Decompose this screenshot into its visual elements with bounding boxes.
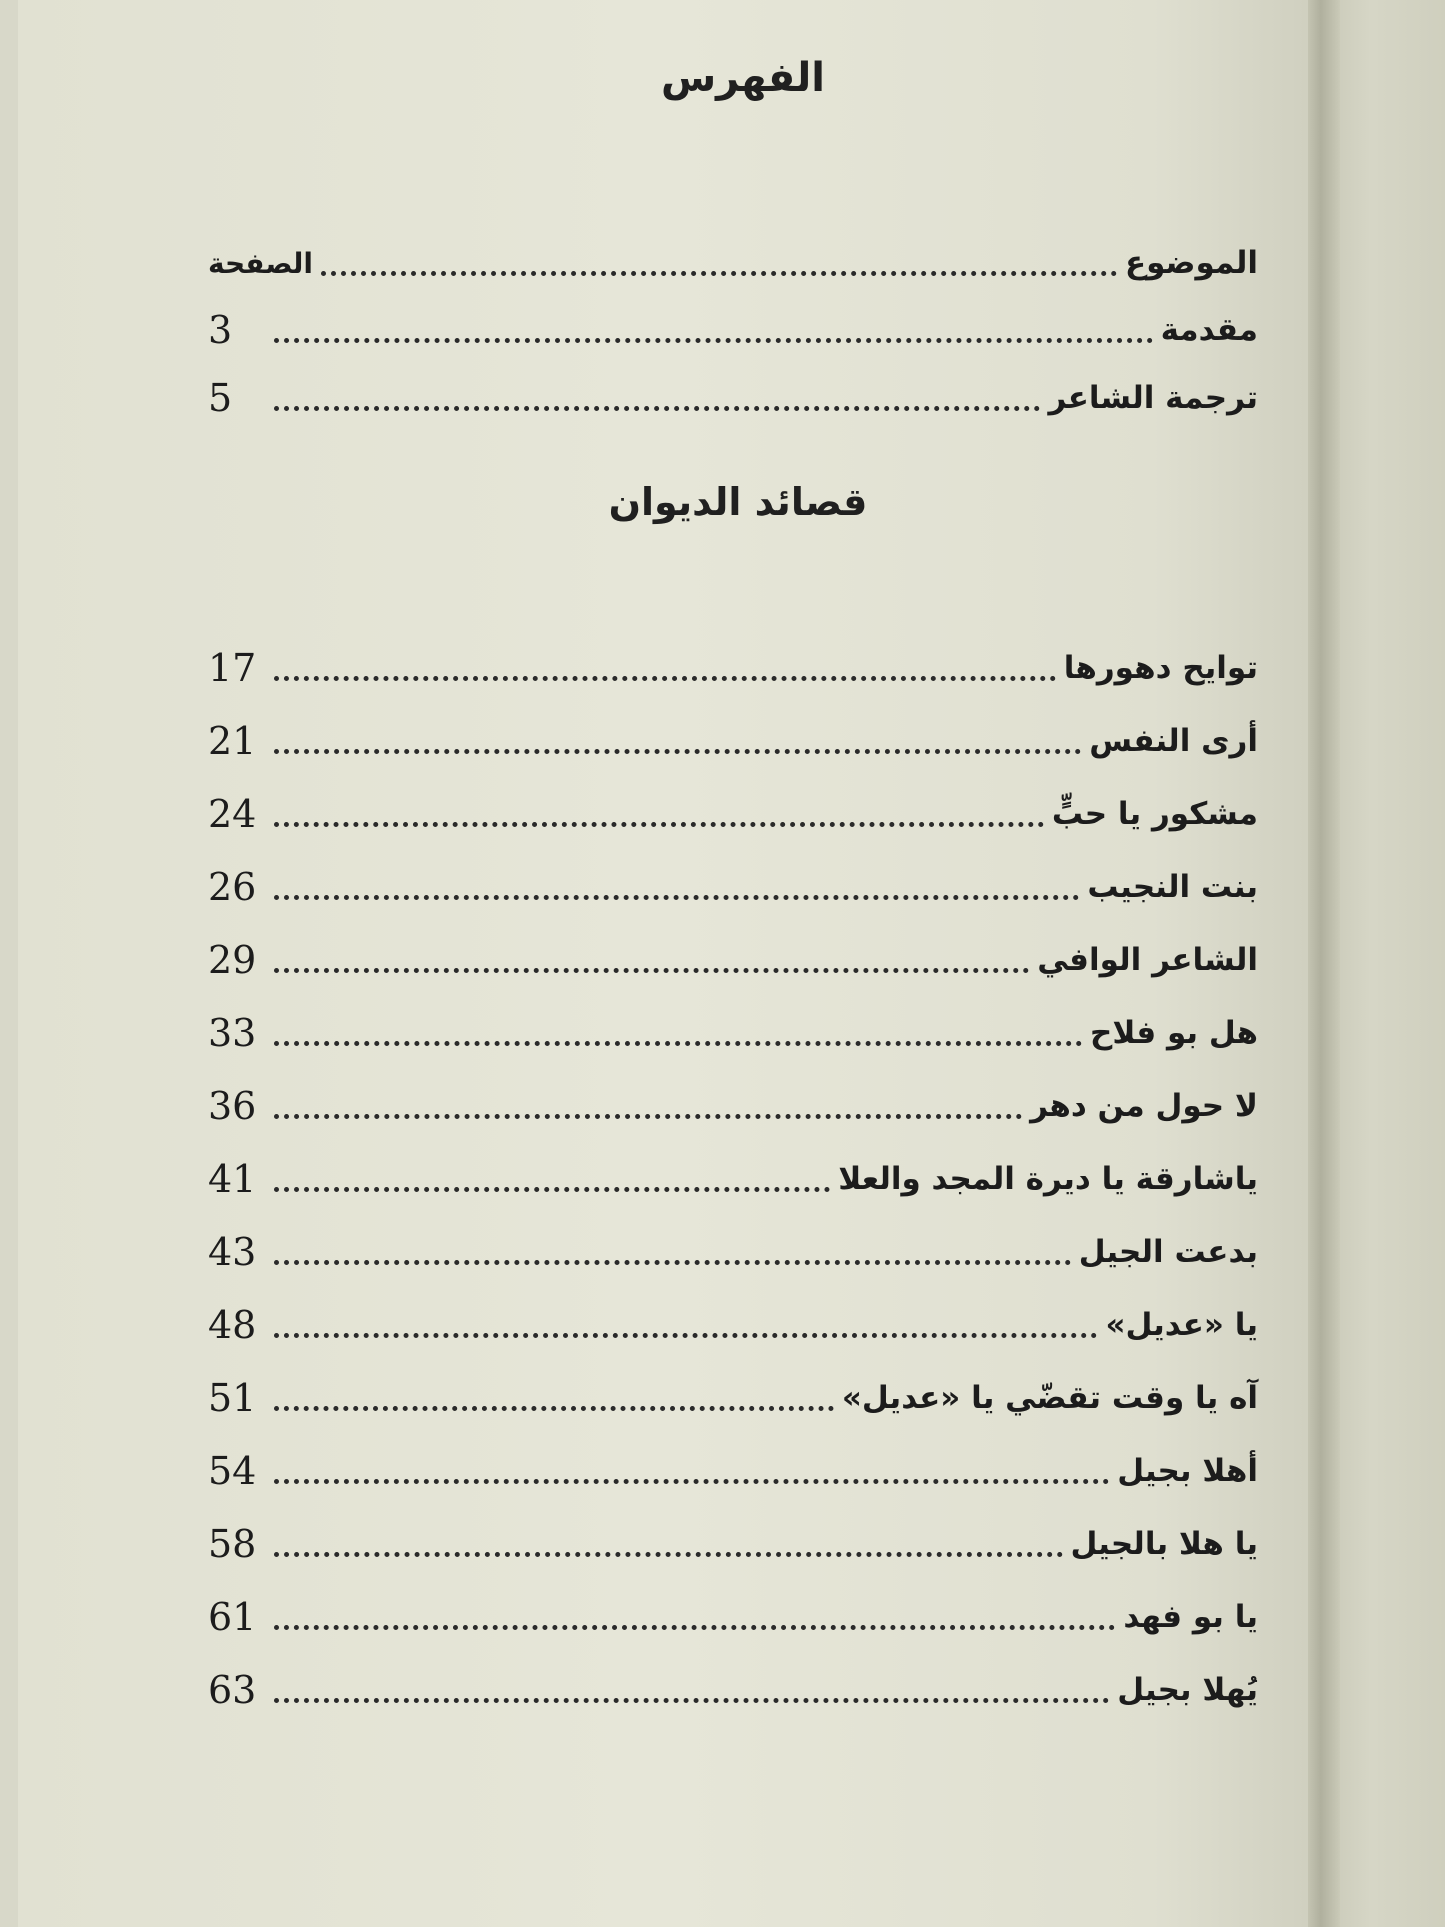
- book-page: [18, 0, 1308, 1927]
- toc-entry: [208, 1516, 1258, 1572]
- toc-entry: [208, 1297, 1258, 1353]
- page-title: الفهرس: [660, 55, 825, 101]
- toc-entry: [208, 640, 1258, 696]
- dot-leader: [274, 1333, 1097, 1338]
- toc-entry-label: يا بو فهد: [1123, 1599, 1258, 1635]
- toc-entry-label: ياشارقة يا ديرة المجد والعلا: [838, 1161, 1258, 1197]
- toc-entry: [208, 1078, 1258, 1134]
- toc-entry-label: مشكور يا حبٍّ: [1051, 796, 1258, 832]
- toc-entry-page: 36: [208, 1084, 257, 1128]
- toc-entry: [208, 302, 1258, 358]
- section-title: قصائد الديوان: [608, 480, 868, 524]
- toc-entry: [208, 859, 1258, 915]
- toc-entry: [208, 713, 1258, 769]
- toc-entry: [208, 1005, 1258, 1061]
- dot-leader: [274, 968, 1029, 973]
- toc-entry: [208, 1151, 1258, 1207]
- toc-entry-page: 43: [208, 1230, 257, 1274]
- dot-leader: [274, 1114, 1022, 1119]
- toc-entry-page: 17: [208, 646, 257, 690]
- dot-leader: [274, 676, 1056, 681]
- dot-leader: [274, 1479, 1109, 1484]
- toc-entry: [208, 1224, 1258, 1280]
- dot-leader: [274, 1041, 1082, 1046]
- dot-leader: [274, 822, 1044, 827]
- toc-entry: [208, 1662, 1258, 1718]
- toc-header-page: الصفحة: [208, 246, 314, 280]
- toc-entry: [208, 932, 1258, 988]
- toc-entry: [208, 1443, 1258, 1499]
- dot-leader: [321, 271, 1117, 276]
- toc-entry-label: يا «عديل»: [1105, 1307, 1258, 1343]
- toc-entry-page: 41: [208, 1157, 257, 1201]
- toc-entry-label: لا حول من دهر: [1030, 1088, 1258, 1124]
- toc-entry-page: 51: [208, 1376, 257, 1420]
- toc-entry-page: 58: [208, 1522, 257, 1566]
- toc-entry-page: 33: [208, 1011, 257, 1055]
- toc-entry: [208, 1370, 1258, 1426]
- toc-entry-label: آه يا وقت تقضّي يا «عديل»: [841, 1380, 1258, 1416]
- toc-entry: [208, 370, 1258, 426]
- page-spine-shadow: [1308, 0, 1340, 1927]
- toc-entry-page: 5: [208, 376, 233, 420]
- toc-entry-page: 54: [208, 1449, 257, 1493]
- toc-entry-page: 24: [208, 792, 257, 836]
- dot-leader: [274, 749, 1081, 754]
- dot-leader: [274, 406, 1040, 411]
- toc-entry-label: الشاعر الوافي: [1037, 942, 1258, 978]
- dot-leader: [274, 1187, 830, 1192]
- toc-entry: [208, 1589, 1258, 1645]
- toc-entry-label: ترجمة الشاعر: [1048, 380, 1258, 416]
- dot-leader: [274, 1698, 1109, 1703]
- toc-entry-page: 48: [208, 1303, 257, 1347]
- adjacent-page: [1322, 0, 1445, 1927]
- toc-entry: [208, 786, 1258, 842]
- toc-header-row: [208, 235, 1258, 291]
- toc-entry-label: أهلا بجيل: [1117, 1453, 1258, 1489]
- toc-entry-page: 3: [208, 308, 233, 352]
- toc-entry-label: أرى النفس: [1089, 723, 1258, 759]
- dot-leader: [274, 1260, 1071, 1265]
- toc-entry-page: 26: [208, 865, 257, 909]
- toc-entry-label: توايح دهورها: [1063, 650, 1258, 686]
- toc-entry-page: 61: [208, 1595, 257, 1639]
- toc-entry-label: مقدمة: [1160, 312, 1258, 348]
- toc-header-topic: الموضوع: [1124, 245, 1258, 281]
- toc-entry-label: يُهلا بجيل: [1117, 1672, 1258, 1708]
- dot-leader: [274, 1552, 1063, 1557]
- toc-entry-page: 63: [208, 1668, 257, 1712]
- toc-entry-label: بدعت الجيل: [1078, 1234, 1258, 1270]
- dot-leader: [274, 338, 1153, 343]
- toc-entry-label: يا هلا بالجيل: [1070, 1526, 1258, 1562]
- toc-entry-page: 29: [208, 938, 257, 982]
- dot-leader: [274, 895, 1079, 900]
- dot-leader: [274, 1406, 834, 1411]
- toc-entry-page: 21: [208, 719, 257, 763]
- toc-entry-label: هل بو فلاح: [1089, 1015, 1258, 1051]
- toc-entry-label: بنت النجيب: [1087, 869, 1258, 905]
- dot-leader: [274, 1625, 1115, 1630]
